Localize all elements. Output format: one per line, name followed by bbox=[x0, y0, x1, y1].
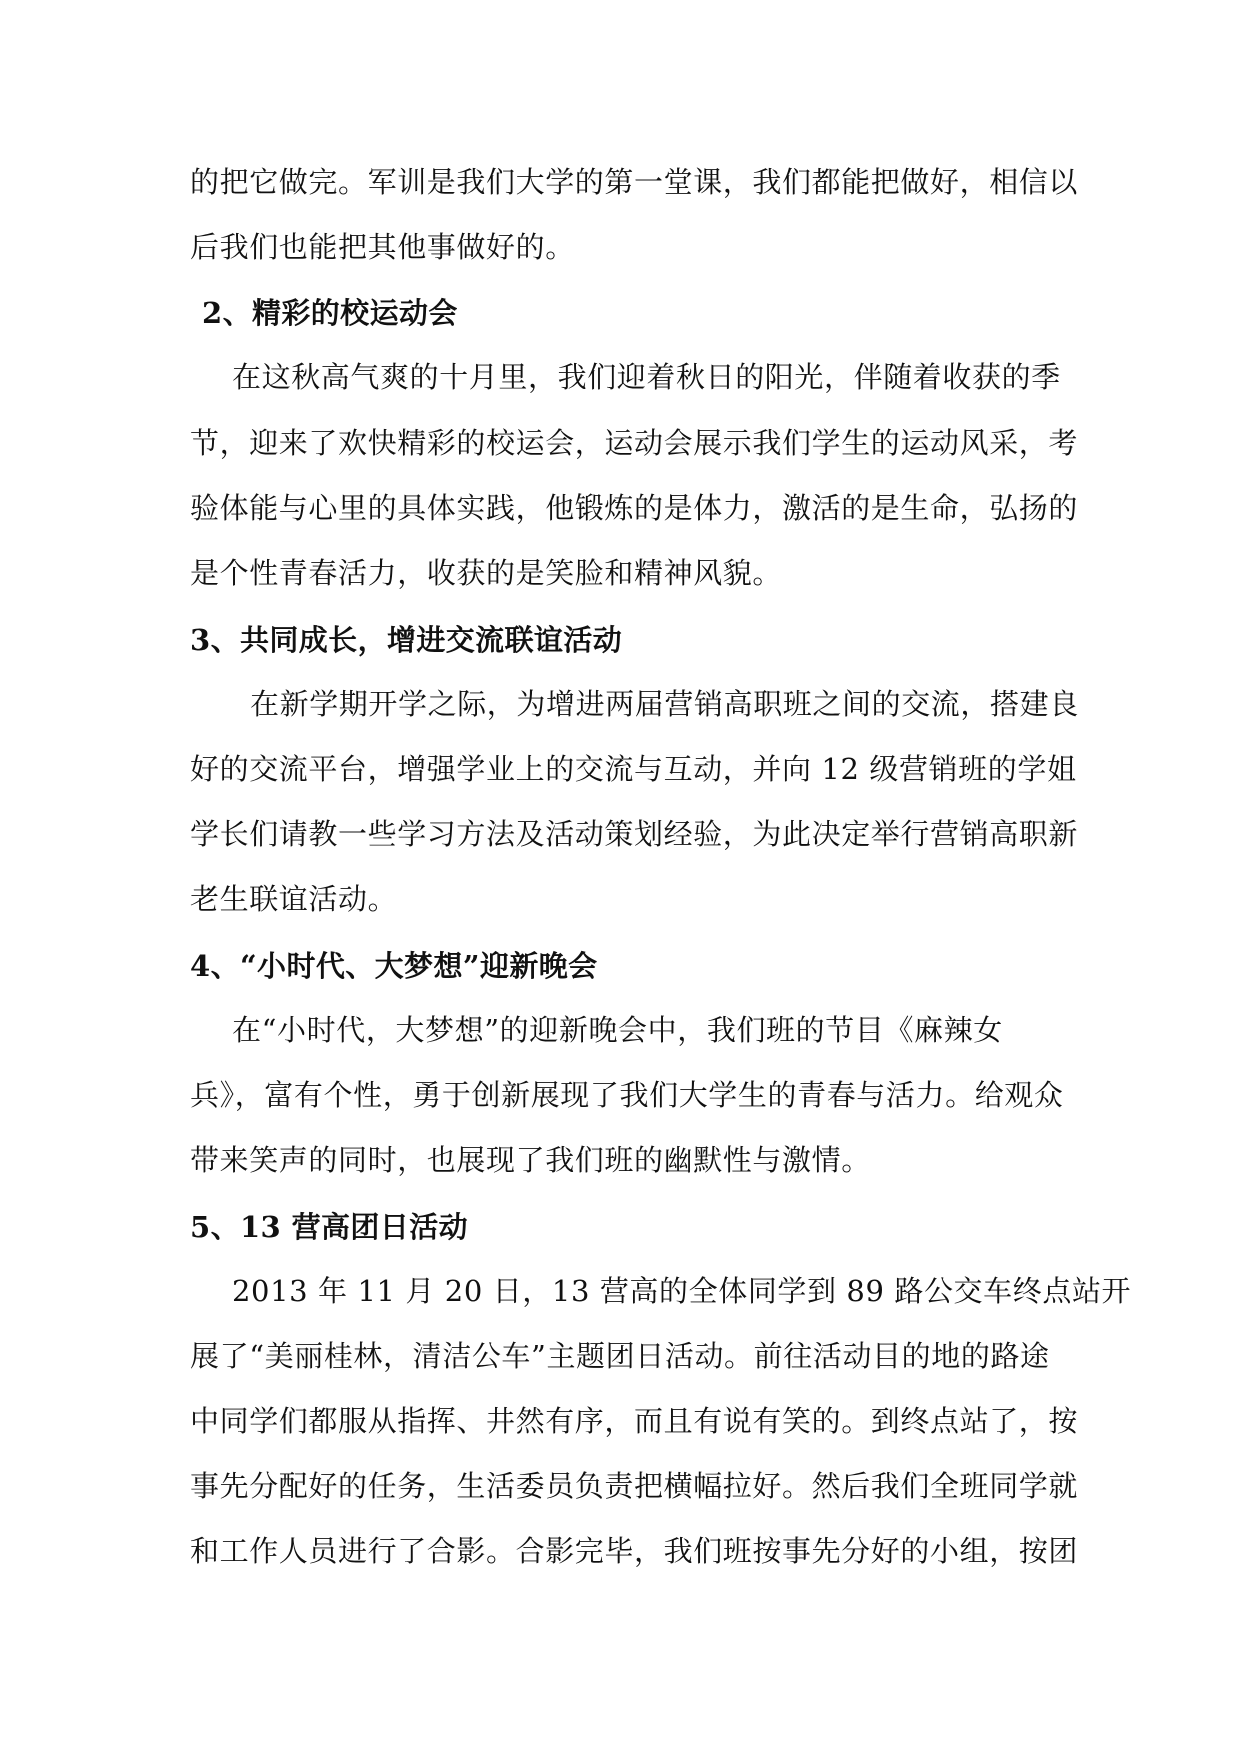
section-heading: 2、精彩的校运动会 bbox=[202, 296, 458, 330]
paragraph-line: 2013 年 11 月 20 日，13 营高的全体同学到 89 路公交车终点站开 bbox=[232, 1274, 1132, 1308]
paragraph-line: 在这秋高气爽的十月里，我们迎着秋日的阳光，伴随着收获的季 bbox=[232, 360, 1061, 394]
paragraph-line: 的把它做完。军训是我们大学的第一堂课，我们都能把做好，相信以 bbox=[190, 165, 1079, 199]
paragraph-line: 中同学们都服从指挥、井然有序，而且有说有笑的。到终点站了，按 bbox=[190, 1404, 1079, 1438]
paragraph-line: 展了“美丽桂林，清洁公车”主题团日活动。前往活动目的地的路途 bbox=[190, 1339, 1050, 1373]
paragraph-line: 好的交流平台，增强学业上的交流与互动，并向 12 级营销班的学姐 bbox=[190, 752, 1077, 786]
paragraph-line: 节，迎来了欢快精彩的校运会，运动会展示我们学生的运动风采，考 bbox=[190, 426, 1079, 460]
paragraph-line: 和工作人员进行了合影。合影完毕，我们班按事先分好的小组，按团 bbox=[190, 1534, 1079, 1568]
section-heading: 3、共同成长，增进交流联谊活动 bbox=[190, 623, 623, 657]
paragraph-line: 带来笑声的同时，也展现了我们班的幽默性与激情。 bbox=[190, 1143, 871, 1177]
paragraph-line: 事先分配好的任务，生活委员负责把横幅拉好。然后我们全班同学就 bbox=[190, 1469, 1079, 1503]
paragraph-line: 在“小时代，大梦想”的迎新晚会中，我们班的节目《麻辣女 bbox=[232, 1013, 1003, 1047]
paragraph-line: 验体能与心里的具体实践，他锻炼的是体力，激活的是生命，弘扬的 bbox=[190, 491, 1079, 525]
paragraph-line: 学长们请教一些学习方法及活动策划经验，为此决定举行营销高职新 bbox=[190, 817, 1079, 851]
section-heading: 5、13 营高团日活动 bbox=[190, 1210, 469, 1244]
paragraph-line: 兵》，富有个性，勇于创新展现了我们大学生的青春与活力。给观众 bbox=[190, 1078, 1064, 1112]
paragraph-line: 老生联谊活动。 bbox=[190, 882, 398, 916]
paragraph-line: 是个性青春活力，收获的是笑脸和精神风貌。 bbox=[190, 556, 783, 590]
section-heading: 4、“小时代、大梦想”迎新晚会 bbox=[190, 949, 598, 983]
paragraph-line: 在新学期开学之际，为增进两届营销高职班之间的交流，搭建良 bbox=[250, 687, 1079, 721]
paragraph-line: 后我们也能把其他事做好的。 bbox=[190, 230, 575, 264]
